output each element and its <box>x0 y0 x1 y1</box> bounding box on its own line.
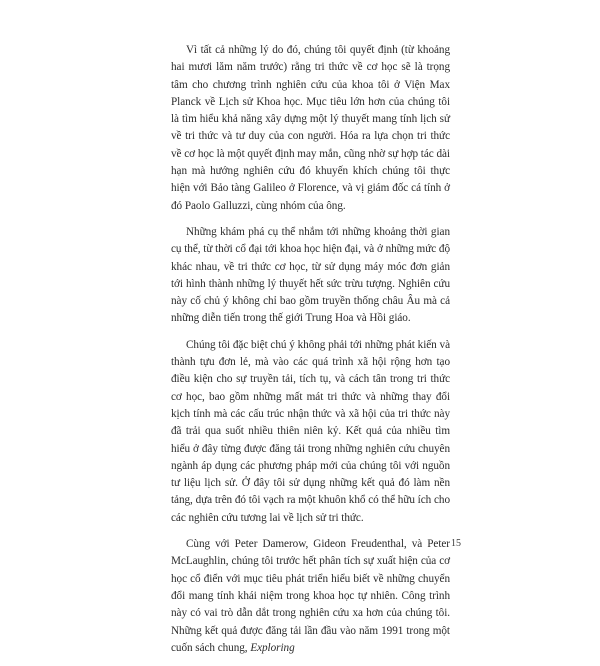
paragraph-2: Những khám phá cụ thể nhắm tới những khoảng thời gian cụ thể, từ thời cổ đại tới khoa học hiện đại, và ở những mức độ khác nhau, về tri thức cơ học, từ sử dụng máy móc đơn giản tới hình thành những lý thuyết hết sức trừu tượng. Nghiên cứu này cố chủ ý không chỉ bao gồm truyền thống châu Âu mà cả những diễn tiến trong thế giới Trung Hoa và Hồi giáo. <box>171 225 450 325</box>
paragraph-1: Vì tất cả những lý do đó, chúng tôi quyết định (từ khoảng hai mươi lăm năm trước) rằng tri thức về cơ học sẽ là trọng tâm cho chương trình nghiên cứu của khoa tôi ở Viện Max Planck về Lịch sử Khoa học. Mục tiêu lớn hơn của chúng tôi là tìm hiểu khả năng xây dựng một lý thuyết mang tính lịch sử về tri thức và tư duy của con người. Hóa ra lựa chọn tri thức về cơ học là một quyết định may mắn, cũng nhờ sự hợp tác dài hạn mà hướng nghiên cứu đó khuyến khích chúng tôi thực hiện với Bảo tàng Galileo ở Florence, và vị giám đốc cá tính ở đó Paolo Galluzzi, cùng nhóm của ông. <box>171 44 450 212</box>
paragraph-3: Chúng tôi đặc biệt chú ý không phải tới những phát kiến và thành tựu đơn lẻ, mà vào các quá trình xã hội rộng hơn tạo điều kiện cho sự truyền tải, tích tụ, và cách tân trong tri thức cơ học, bao gồm những mất mát tri thức và những thay đổi kịch tính mà các cấu trúc nhận thức và xã hội của tri thức này đã trải qua suốt nhiều thiên niên kỷ. Kết quả của nhiều tìm hiểu ở đây từng được đăng tải trong những nghiên cứu chuyên ngành áp dụng các phương pháp mới của chúng tôi với nguồn tư liệu lịch sử. Ở đây tôi sử dụng những kết quả đó làm nền tảng, dựa trên đó tôi vạch ra một khuôn khổ có thể hữu ích cho các nghiên cứu tương lai về lịch sử tri thức. <box>171 338 450 524</box>
paragraph-4-text: Cùng với Peter Damerow, Gideon Freudenthal, và Peter McLaughlin, chúng tôi trước hết phân tích sự xuất hiện của cơ học cổ điển với mục tiêu phát triển hiểu biết về những chuyển đổi mang tính khái niệm trong khoa học tự nhiên. Công trình này có vai trò dẫn dắt trong nghiên cứu xa hơn của chúng tôi. Những kết quả được đăng tải lần đầu vào năm 1991 trong một cuốn sách chung, <box>171 538 450 654</box>
paragraph-4 <box>171 536 450 657</box>
book-title-italic: Exploring <box>250 641 295 654</box>
page-number: 15 <box>451 538 461 549</box>
body-text <box>171 42 450 666</box>
